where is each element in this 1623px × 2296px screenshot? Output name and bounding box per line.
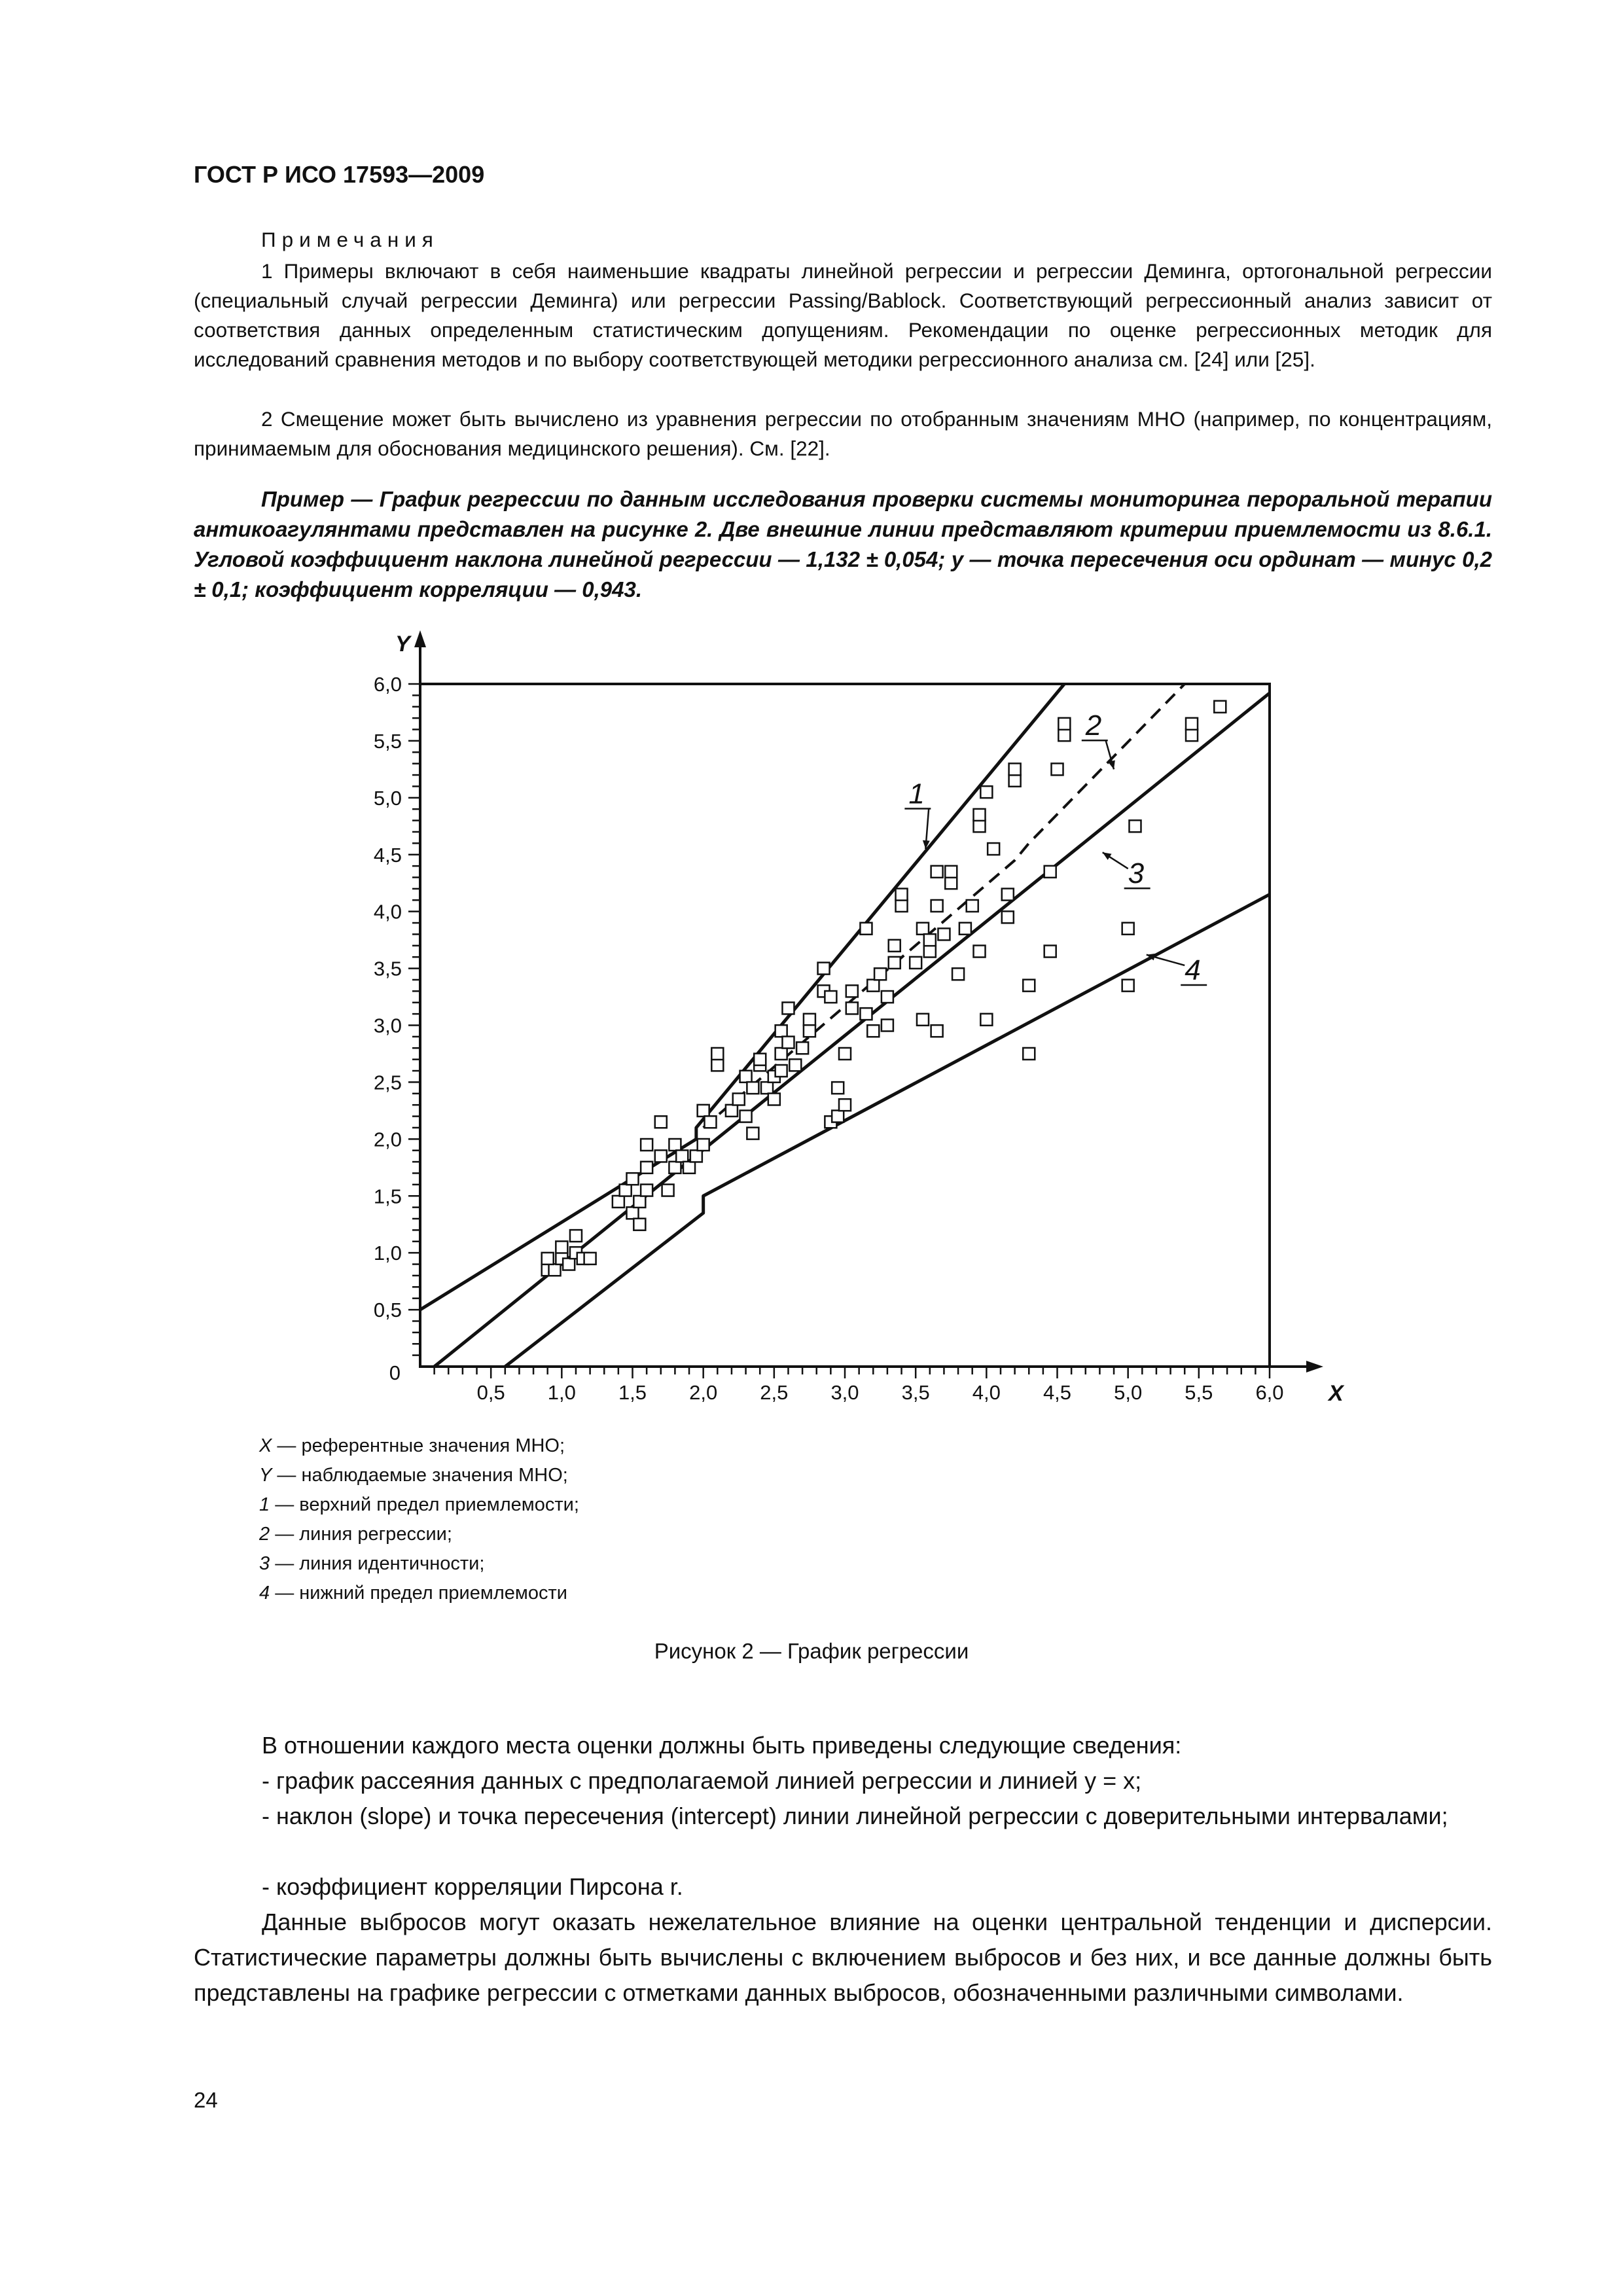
data-point: [662, 1185, 674, 1196]
legend-text: — линия идентичности;: [270, 1553, 485, 1574]
data-point: [917, 923, 929, 935]
x-tick-label: 0,5: [476, 1381, 505, 1404]
data-point: [789, 1059, 801, 1071]
note-2: 2 Смещение может быть вычислено из уравнения регрессии по отобранным значениям МНО (например, по концентрациям, принимаемым для обоснования медицинского решения). См. [22].: [194, 407, 1492, 460]
data-point: [860, 1008, 872, 1020]
data-point: [776, 1025, 787, 1037]
data-point: [896, 900, 908, 912]
data-point: [945, 866, 957, 878]
data-point: [860, 923, 872, 935]
data-point: [704, 1116, 716, 1128]
data-point: [882, 1020, 893, 1031]
y-tick-label: 2,0: [373, 1128, 402, 1151]
data-point: [1186, 729, 1198, 741]
data-point: [974, 809, 986, 821]
data-point: [959, 923, 971, 935]
x-tick-label: 3,0: [830, 1381, 859, 1404]
legend-symbol: 3: [259, 1553, 270, 1574]
data-point: [627, 1207, 639, 1219]
data-point: [676, 1150, 688, 1162]
x-tick-label: 4,0: [972, 1381, 1001, 1404]
data-point: [754, 1054, 766, 1066]
callout-arrowhead: [1103, 852, 1112, 860]
data-point: [570, 1230, 582, 1242]
legend-item: [259, 1579, 579, 1608]
example-paragraph: Пример — График регрессии по данным исследования проверки системы мониторинга пероральной терапии антикоагулянтами представлен на рисунке 2. Две внешние линии представляют критерии приемлемости из 8.6.1. Угловой коэффициент наклона линейной регрессии — 1,132 ± 0,054; y — точка пересечения оси ординат — минус 0,2 ± 0,1; коэффициент корреляции — 0,943.: [194, 487, 1492, 601]
y-tick-label: 5,0: [373, 786, 402, 810]
data-point: [768, 1093, 780, 1105]
data-point: [867, 980, 879, 992]
data-point: [974, 946, 986, 958]
x-tick-label: 5,0: [1114, 1381, 1143, 1404]
data-point: [627, 1173, 639, 1185]
x-tick-label: 2,5: [760, 1381, 789, 1404]
data-point: [698, 1105, 709, 1117]
legend-symbol: 2: [259, 1524, 270, 1545]
x-tick-label: 3,5: [901, 1381, 930, 1404]
data-point: [556, 1241, 567, 1253]
document-header: ГОСТ Р ИСО 17593—2009: [194, 161, 485, 188]
data-point: [1122, 923, 1134, 935]
x-tick-label: 4,5: [1043, 1381, 1072, 1404]
data-point: [931, 866, 943, 878]
data-point: [846, 1002, 858, 1014]
data-point: [1129, 820, 1141, 832]
data-point: [1044, 866, 1056, 878]
data-point: [910, 957, 921, 969]
data-point: [882, 991, 893, 1003]
data-point: [669, 1139, 681, 1151]
data-point: [839, 1048, 851, 1060]
legend-text: — линия регрессии;: [270, 1524, 452, 1545]
y-tick-label: 5,5: [373, 729, 402, 753]
data-point: [620, 1185, 632, 1196]
legend-symbol: 4: [259, 1583, 270, 1604]
y-tick-label: 1,5: [373, 1185, 402, 1208]
data-point: [563, 1259, 575, 1270]
data-point: [584, 1253, 596, 1265]
data-point: [776, 1048, 787, 1060]
page-number: 24: [194, 2088, 218, 2112]
data-point: [1023, 980, 1035, 992]
data-point: [641, 1185, 652, 1196]
y-tick-label: 3,5: [373, 957, 402, 980]
figure-caption: Рисунок 2 — График регрессии: [654, 1639, 969, 1663]
data-point: [818, 963, 830, 975]
data-point: [924, 946, 936, 958]
data-point: [1214, 701, 1226, 713]
figure-legend: [259, 1431, 579, 1608]
data-point: [796, 1042, 808, 1054]
x-tick-label: 1,5: [618, 1381, 647, 1404]
regression-chart: [340, 625, 1355, 1424]
data-point: [825, 991, 836, 1003]
notes-title: Примечания: [261, 228, 439, 251]
regression-chart-svg: [340, 625, 1355, 1424]
data-point: [1009, 763, 1021, 775]
data-point: [980, 786, 992, 798]
x-tick-label: 5,5: [1185, 1381, 1213, 1404]
body-paragraph-2: Данные выбросов могут оказать нежелательное влияние на оценки центральной тенденции и дисперсии. Статистические параметры должны быть вычислены с включением выбросов и без них, и все данные должны быть представлены на графике регрессии с отметками данных выбросов, обозначенными различными символами.: [194, 1909, 1492, 2006]
legend-item: [259, 1549, 579, 1579]
data-point: [889, 940, 901, 952]
y-tick-label: 1,0: [373, 1242, 402, 1265]
legend-item: [259, 1461, 579, 1490]
legend-text: — верхний предел приемлемости;: [270, 1494, 579, 1515]
data-point: [839, 1099, 851, 1111]
origin-label: 0: [389, 1361, 401, 1384]
data-point: [641, 1162, 652, 1174]
data-point: [945, 877, 957, 889]
data-point: [613, 1196, 624, 1208]
data-point: [931, 900, 943, 912]
data-point: [690, 1150, 702, 1162]
y-tick-label: 4,0: [373, 900, 402, 924]
y-tick-label: 3,0: [373, 1014, 402, 1037]
data-point: [988, 843, 999, 855]
data-point: [1122, 980, 1134, 992]
data-point: [747, 1128, 758, 1139]
data-point: [733, 1093, 745, 1105]
data-point: [832, 1111, 844, 1122]
x-tick-label: 2,0: [689, 1381, 718, 1404]
data-point: [633, 1219, 645, 1230]
data-point: [952, 968, 964, 980]
data-point: [549, 1264, 561, 1276]
x-axis-label: X: [1329, 1381, 1344, 1406]
data-point: [1186, 718, 1198, 730]
data-point: [782, 1037, 794, 1049]
data-point: [917, 1014, 929, 1026]
data-point: [711, 1048, 723, 1060]
y-tick-label: 0,5: [373, 1299, 402, 1322]
data-point: [740, 1111, 752, 1122]
data-point: [655, 1150, 667, 1162]
note-1: 1 Примеры включают в себя наименьшие квадраты линейной регрессии и регрессии Деминга, ортогональной регрессии (специальный случай регрессии Деминга) или регрессии Passing/Bablock. Соответствующий регрессионный анализ зависит от соответствия данных определенным статистическим допущениям. Рекомендации по оценке регрессионных методик для исследований сравнения методов и по выбору соответствующей методики регрессионного анализа см. [24] или [25].: [194, 259, 1492, 371]
line-label-1: 1: [908, 778, 925, 810]
legend-symbol: 1: [259, 1494, 270, 1515]
data-point: [1044, 946, 1056, 958]
data-point: [874, 968, 886, 980]
data-point: [1058, 718, 1070, 730]
regression-line: [704, 684, 1185, 1128]
data-point: [1009, 775, 1021, 787]
list-item: - график рассеяния данных с предполагаемой линией регрессии и линией y = x;: [262, 1767, 1142, 1794]
data-point: [980, 1014, 992, 1026]
list-item: - наклон (slope) и точка пересечения (intercept) линии линейной регрессии с доверительными интервалами;: [262, 1803, 1448, 1829]
legend-item: [259, 1490, 579, 1520]
data-point: [782, 1002, 794, 1014]
data-point: [740, 1071, 752, 1083]
legend-item: [259, 1431, 579, 1461]
data-point: [698, 1139, 709, 1151]
data-point: [641, 1139, 652, 1151]
body-paragraph-1: В отношении каждого места оценки должны быть приведены следующие сведения:: [262, 1732, 1182, 1759]
data-point: [938, 928, 950, 940]
legend-item: [259, 1520, 579, 1549]
data-point: [924, 934, 936, 946]
data-point: [1023, 1048, 1035, 1060]
y-axis-arrow: [414, 630, 426, 647]
data-point: [832, 1082, 844, 1094]
y-tick-label: 6,0: [373, 673, 402, 696]
line-label-4: 4: [1185, 954, 1201, 986]
data-point: [974, 820, 986, 832]
data-point: [633, 1196, 645, 1208]
data-point: [867, 1025, 879, 1037]
line-label-2: 2: [1085, 709, 1102, 742]
legend-symbol: Y: [259, 1465, 272, 1486]
data-point: [889, 957, 901, 969]
data-point: [655, 1116, 667, 1128]
upper-limit-line: [420, 684, 1064, 1310]
data-point: [711, 1059, 723, 1071]
data-point: [804, 1014, 815, 1026]
line-label-3: 3: [1128, 857, 1145, 890]
data-point: [747, 1082, 758, 1094]
legend-text: — нижний предел приемлемости: [270, 1583, 567, 1604]
data-point: [967, 900, 978, 912]
x-axis-arrow: [1306, 1361, 1323, 1372]
data-point: [804, 1025, 815, 1037]
x-tick-label: 1,0: [547, 1381, 576, 1404]
data-point: [896, 889, 908, 901]
data-point: [931, 1025, 943, 1037]
data-point: [846, 985, 858, 997]
y-tick-label: 4,5: [373, 843, 402, 867]
list-item: - коэффициент корреляции Пирсона r.: [262, 1873, 683, 1900]
y-tick-label: 2,5: [373, 1071, 402, 1094]
x-tick-label: 6,0: [1255, 1381, 1284, 1404]
lower-limit-line: [505, 895, 1270, 1367]
data-point: [669, 1162, 681, 1174]
data-point: [776, 1065, 787, 1077]
data-point: [1002, 889, 1014, 901]
legend-text: — наблюдаемые значения МНО;: [272, 1465, 568, 1486]
y-axis-label: Y: [395, 632, 410, 656]
data-point: [1052, 763, 1063, 775]
data-point: [726, 1105, 738, 1117]
legend-symbol: X: [259, 1435, 272, 1456]
data-point: [683, 1162, 695, 1174]
data-point: [761, 1082, 773, 1094]
legend-text: — референтные значения МНО;: [272, 1435, 565, 1456]
data-point: [1002, 911, 1014, 923]
data-point: [1058, 729, 1070, 741]
data-point: [542, 1253, 554, 1265]
